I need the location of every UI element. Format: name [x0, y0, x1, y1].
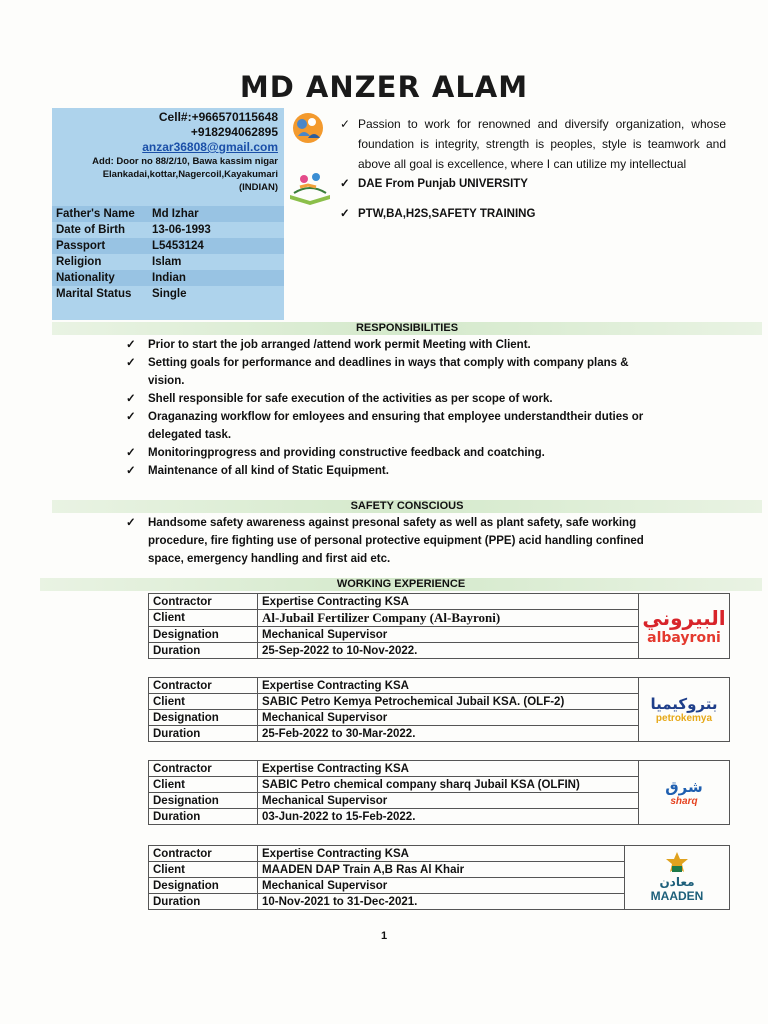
- experience-table: [148, 760, 730, 825]
- checkmark-icon: ✓: [126, 393, 136, 405]
- list-item-text: Shell responsible for safe execution of the activities as per scope of work.: [148, 393, 553, 405]
- objective-section: [340, 114, 726, 224]
- label-cell: Designation: [149, 793, 258, 809]
- label-cell: Designation: [149, 710, 258, 726]
- objective-text: Passion to work for renowned and diversify organization, whose foundation is integrity, strength is peoples, style is teamwork and above all goal is excellence, where I can utilize my intellectual: [358, 117, 726, 171]
- label-cell: Contractor: [149, 594, 258, 610]
- value-cell: Mechanical Supervisor: [258, 793, 639, 809]
- list-item: [122, 408, 662, 444]
- personal-value: Single: [152, 288, 187, 300]
- value-cell: SABIC Petro chemical company sharq Jubail KSA (OLFIN): [258, 777, 639, 793]
- label-cell: Contractor: [149, 846, 258, 862]
- checkmark-icon: ✓: [126, 517, 136, 529]
- logo-english: petrokemya: [655, 713, 713, 724]
- personal-row: [52, 286, 284, 302]
- label-cell: Client: [149, 777, 258, 793]
- label-cell: Duration: [149, 726, 258, 742]
- value-cell: Al-Jubail Fertilizer Company (Al-Bayroni): [258, 610, 639, 627]
- personal-key: Nationality: [56, 272, 115, 284]
- value-cell: SABIC Petro Kemya Petrochemical Jubail KSA. (OLF-2): [258, 694, 639, 710]
- value-cell: 10-Nov-2021 to 31-Dec-2021.: [258, 894, 625, 910]
- table-row: [149, 678, 730, 694]
- training-text: PTW,BA,H2S,SAFETY TRAINING: [358, 208, 536, 220]
- personal-value: Md Izhar: [152, 208, 199, 220]
- checkmark-icon: ✓: [126, 357, 136, 369]
- safety-heading: SAFETY CONSCIOUS: [52, 500, 762, 513]
- experience-table: [148, 677, 730, 742]
- personal-key: Marital Status: [56, 288, 132, 300]
- logo-english: albayroni: [647, 630, 721, 646]
- address-line-2: Elankadai,kottar,Nagercoil,Kayakumari: [102, 169, 278, 180]
- value-cell: Expertise Contracting KSA: [258, 846, 625, 862]
- responsibilities-list: [122, 336, 662, 480]
- safety-text: Handsome safety awareness against presonal safety as well as plant safety, safe working procedure, fire fighting use of personal protective equipment (PPE) acid handling confined space, emergency handling and first aid etc.: [148, 517, 644, 565]
- email-link[interactable]: anzar36808@gmail.com: [142, 140, 278, 154]
- label-cell: Designation: [149, 627, 258, 643]
- contact-block: [92, 110, 278, 194]
- graduation-book-icon: [286, 165, 334, 205]
- personal-value: Indian: [152, 272, 186, 284]
- personal-key: Father's Name: [56, 208, 135, 220]
- value-cell: 25-Feb-2022 to 30-Mar-2022.: [258, 726, 639, 742]
- checkmark-icon: ✓: [340, 117, 351, 131]
- training-item: [340, 204, 726, 224]
- value-cell: MAADEN DAP Train A,B Ras Al Khair: [258, 862, 625, 878]
- label-cell: Duration: [149, 894, 258, 910]
- list-item: [122, 390, 662, 408]
- company-logo: [639, 594, 730, 659]
- value-cell: Mechanical Supervisor: [258, 710, 639, 726]
- list-item: [122, 336, 662, 354]
- value-cell: 03-Jun-2022 to 15-Feb-2022.: [258, 809, 639, 825]
- list-item: [122, 462, 662, 480]
- label-cell: Contractor: [149, 678, 258, 694]
- logo-english: sharq: [670, 796, 698, 807]
- value-cell: Expertise Contracting KSA: [258, 761, 639, 777]
- value-cell: Mechanical Supervisor: [258, 627, 639, 643]
- company-logo: [625, 846, 730, 910]
- label-cell: Duration: [149, 643, 258, 659]
- personal-key: Religion: [56, 256, 102, 268]
- address-line-1: Add: Door no 88/2/10, Bawa kassim nigar: [92, 156, 278, 167]
- value-cell: 25-Sep-2022 to 10-Nov-2022.: [258, 643, 639, 659]
- personal-row: [52, 238, 284, 254]
- logo-english: MAADEN: [650, 889, 704, 903]
- logo-arabic: البيروني: [642, 606, 726, 630]
- company-logo: [639, 761, 730, 825]
- table-row: [149, 594, 730, 610]
- list-item-text: Monitoringprogress and providing constructive feedback and coatching.: [148, 447, 545, 459]
- address-line-3: (INDIAN): [238, 182, 278, 193]
- personal-value: L5453124: [152, 240, 204, 252]
- list-item: [122, 444, 662, 462]
- label-cell: Designation: [149, 878, 258, 894]
- checkmark-icon: ✓: [126, 465, 136, 477]
- list-item-text: Setting goals for performance and deadlines in ways that comply with company plans & vision.: [148, 357, 629, 387]
- value-cell: Expertise Contracting KSA: [258, 594, 639, 610]
- list-item-text: Maintenance of all kind of Static Equipment.: [148, 465, 389, 477]
- responsibilities-heading: RESPONSIBILITIES: [52, 322, 762, 335]
- list-item: [122, 514, 662, 568]
- puzzle-people-icon: [290, 110, 326, 146]
- company-logo: [639, 678, 730, 742]
- personal-row: [52, 254, 284, 270]
- list-item: [122, 354, 662, 390]
- label-cell: Contractor: [149, 761, 258, 777]
- label-cell: Duration: [149, 809, 258, 825]
- value-cell: Mechanical Supervisor: [258, 878, 625, 894]
- experience-heading: WORKING EXPERIENCE: [40, 578, 762, 591]
- safety-section: [122, 514, 662, 568]
- personal-row: [52, 222, 284, 238]
- table-row: [149, 846, 730, 862]
- label-cell: Client: [149, 862, 258, 878]
- list-item-text: Prior to start the job arranged /attend work permit Meeting with Client.: [148, 339, 531, 351]
- personal-value: Islam: [152, 256, 182, 268]
- page-number: 1: [380, 930, 388, 942]
- education-item: [340, 174, 726, 194]
- experience-table: [148, 593, 730, 659]
- checkmark-icon: ✓: [340, 208, 350, 220]
- checkmark-icon: ✓: [126, 339, 136, 351]
- list-item-text: Oraganazing workflow for emloyees and ensuring that employee understandtheir duties or delegated task.: [148, 411, 644, 441]
- phone-secondary: +918294062895: [190, 125, 278, 139]
- personal-row: [52, 206, 284, 222]
- candidate-name: MD ANZER ALAM: [239, 70, 529, 104]
- table-row: [149, 761, 730, 777]
- contact-box: [52, 108, 284, 320]
- checkmark-icon: ✓: [126, 411, 136, 423]
- logo-arabic: بتروكيميا: [650, 695, 718, 713]
- label-cell: Client: [149, 694, 258, 710]
- logo-arabic: معادن: [659, 875, 695, 889]
- education-text: DAE From Punjab UNIVERSITY: [358, 178, 528, 190]
- personal-key: Passport: [56, 240, 106, 252]
- logo-arabic: شرق: [665, 778, 703, 796]
- personal-value: 13-06-1993: [152, 224, 211, 236]
- personal-details: [52, 206, 284, 302]
- label-cell: Client: [149, 610, 258, 627]
- value-cell: Expertise Contracting KSA: [258, 678, 639, 694]
- checkmark-icon: ✓: [340, 178, 350, 190]
- personal-key: Date of Birth: [56, 224, 125, 236]
- objective-item: [340, 114, 726, 174]
- maaden-star-icon: [662, 852, 692, 872]
- checkmark-icon: ✓: [126, 447, 136, 459]
- phone-primary: Cell#:+966570115648: [158, 110, 278, 124]
- personal-row: [52, 270, 284, 286]
- experience-table: [148, 845, 730, 910]
